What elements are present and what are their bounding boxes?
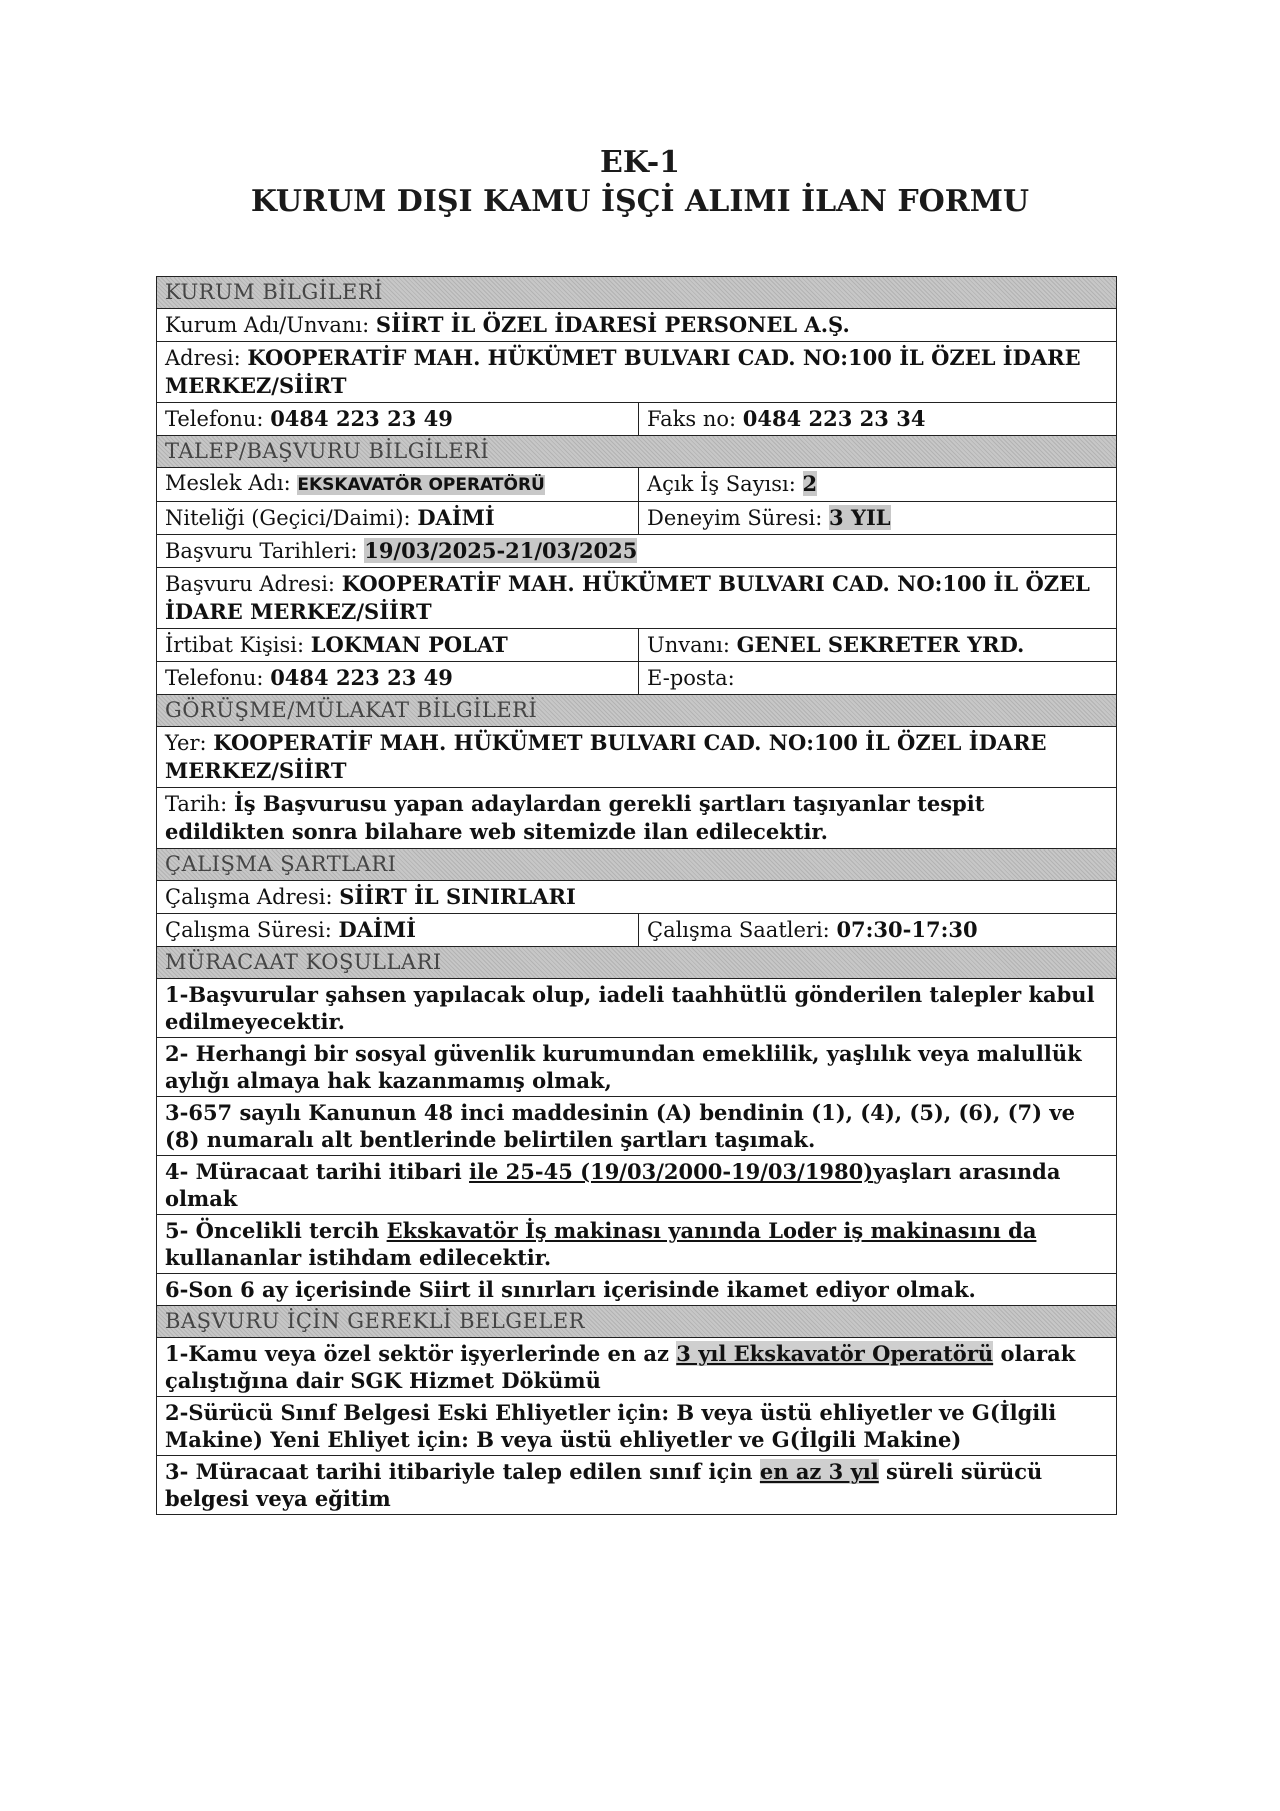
muracaat-item-3: 3-657 sayılı Kanunun 48 inci maddesinin (A) bendinin (1), (4), (5), (6), (7) ve (8) numaralı alt bentlerinde belirtilen şartları taşımak.: [157, 1097, 1117, 1156]
form-title: KURUM DIŞI KAMU İŞÇİ ALIMI İLAN FORMU: [250, 184, 1030, 219]
row-talep-tel: [157, 662, 1117, 695]
section-heading: ÇALIŞMA ŞARTLARI: [157, 849, 1117, 881]
list-item: [157, 979, 1117, 1038]
irtibat-value: LOKMAN POLAT: [310, 632, 508, 657]
kurum-adres-value: KOOPERATİF MAH. HÜKÜMET BULVARI CAD. NO:100 İL ÖZEL İDARE MERKEZ/SİİRT: [165, 345, 1081, 398]
calisma-saat-value: 07:30-17:30: [836, 917, 978, 942]
field-label: Kurum Adı/Unvanı:: [165, 313, 370, 337]
row-irtibat: [157, 629, 1117, 662]
field-label: Çalışma Adresi:: [165, 885, 333, 909]
section-kurum: [157, 277, 1117, 309]
list-item: [157, 1274, 1117, 1306]
field-label: Açık İş Sayısı:: [647, 472, 796, 496]
field-label: İrtibat Kişisi:: [165, 633, 305, 657]
field-label: Meslek Adı:: [165, 471, 291, 495]
field-label: Adresi:: [165, 346, 241, 370]
section-talep: [157, 436, 1117, 468]
talep-tel-value: 0484 223 23 49: [270, 665, 453, 690]
text-part: süreli sürücü belgesi veya eğitim: [165, 1459, 1043, 1511]
field-label: Çalışma Saatleri:: [647, 918, 830, 942]
field-label: Yer:: [165, 731, 207, 755]
gorusme-yer-value: KOOPERATİF MAH. HÜKÜMET BULVARI CAD. NO:100 İL ÖZEL İDARE MERKEZ/SİİRT: [165, 730, 1047, 783]
field-label: Unvanı:: [647, 633, 730, 657]
text-part: kullananlar istihdam edilecektir.: [165, 1245, 552, 1270]
belge-item-1: [157, 1338, 1117, 1397]
field-label: Başvuru Tarihleri:: [165, 539, 358, 563]
field-label: Başvuru Adresi:: [165, 572, 335, 596]
muracaat-item-2: 2- Herhangi bir sosyal güvenlik kurumundan emeklilik, yaşlılık veya malullük aylığı almaya hak kazanmamış olmak,: [157, 1038, 1117, 1097]
row-calisma-sure: [157, 914, 1117, 947]
muracaat-item-5: [157, 1215, 1117, 1274]
row-kurum-adi: [157, 309, 1117, 342]
calisma-sure-value: DAİMİ: [338, 917, 416, 942]
basvuru-adres-value: KOOPERATİF MAH. HÜKÜMET BULVARI CAD. NO:100 İL ÖZEL İDARE MERKEZ/SİİRT: [165, 571, 1090, 624]
section-heading: TALEP/BAŞVURU BİLGİLERİ: [157, 436, 1117, 468]
row-nitelik: [157, 502, 1117, 535]
muracaat-item-6: 6-Son 6 ay içerisinde Siirt il sınırları içerisinde ikamet ediyor olmak.: [157, 1274, 1117, 1306]
muracaat-item-4: [157, 1156, 1117, 1215]
section-muracaat: [157, 947, 1117, 979]
field-label: Niteliği (Geçici/Daimi):: [165, 506, 411, 530]
row-calisma-adres: [157, 881, 1117, 914]
text-part: olarak çalıştığına dair SGK Hizmet Dökümü: [165, 1341, 1076, 1393]
field-label: Deneyim Süresi:: [647, 506, 823, 530]
field-label: Telefonu:: [165, 666, 264, 690]
kurum-faks-value: 0484 223 23 34: [742, 406, 926, 431]
field-label: Faks no:: [647, 407, 737, 431]
section-gorusme: [157, 695, 1117, 727]
row-meslek: [157, 468, 1117, 502]
list-item: [157, 1156, 1117, 1215]
field-label: E-posta:: [647, 666, 735, 690]
section-heading: GÖRÜŞME/MÜLAKAT BİLGİLERİ: [157, 695, 1117, 727]
belge-item-3: [157, 1456, 1117, 1515]
text-part: 4- Müracaat tarihi itibari: [165, 1159, 470, 1184]
section-heading: BAŞVURU İÇİN GEREKLİ BELGELER: [157, 1306, 1117, 1338]
acik-is-value: 2: [802, 471, 818, 496]
basvuru-tarih-value: 19/03/2025-21/03/2025: [364, 538, 638, 563]
unvan-value: GENEL SEKRETER YRD.: [736, 632, 1025, 657]
deneyim-value: 3 YIL: [829, 505, 891, 530]
meslek-value: EKSKAVATÖR OPERATÖRÜ: [297, 475, 545, 495]
field-label: Tarih:: [165, 792, 228, 816]
list-item: [157, 1215, 1117, 1274]
list-item: [157, 1038, 1117, 1097]
section-heading: MÜRACAAT KOŞULLARI: [157, 947, 1117, 979]
row-kurum-tel: [157, 403, 1117, 436]
list-item: [157, 1097, 1117, 1156]
form-code: EK-1: [599, 145, 681, 180]
kurum-tel-value: 0484 223 23 49: [270, 406, 453, 431]
text-part: yaşları arasında olmak: [165, 1159, 1061, 1211]
row-basvuru-tarih: [157, 535, 1117, 568]
text-part: 5- Öncelikli tercih: [165, 1218, 387, 1243]
text-part: 3- Müracaat tarihi itibariyle talep edilen sınıf için: [165, 1459, 760, 1484]
underlined-text: 3 yıl Ekskavatör Operatörü: [676, 1341, 994, 1366]
section-belgeler: [157, 1306, 1117, 1338]
application-form-table: [156, 276, 1117, 1515]
row-kurum-adres: [157, 342, 1117, 403]
underlined-text: Ekskavatör İş makinası yanında Loder iş makinasını da: [386, 1218, 1037, 1243]
underlined-text: ile 25-45 (19/03/2000-19/03/1980): [469, 1159, 874, 1184]
section-calisma: [157, 849, 1117, 881]
row-gorusme-tarih: [157, 788, 1117, 849]
field-label: Telefonu:: [165, 407, 264, 431]
row-gorusme-yer: [157, 727, 1117, 788]
text-part: 1-Kamu veya özel sektör işyerlerinde en az: [165, 1341, 677, 1366]
kurum-adi-value: SİİRT İL ÖZEL İDARESİ PERSONEL A.Ş.: [375, 312, 850, 337]
field-label: Çalışma Süresi:: [165, 918, 332, 942]
row-basvuru-adres: [157, 568, 1117, 629]
nitelik-value: DAİMİ: [417, 505, 495, 530]
calisma-adres-value: SİİRT İL SINIRLARI: [339, 884, 576, 909]
belge-item-2: 2-Sürücü Sınıf Belgesi Eski Ehliyetler için: B veya üstü ehliyetler ve G(İlgili Makine) Yeni Ehliyet için: B veya üstü ehliyetler ve G(İlgili Makine): [157, 1397, 1117, 1456]
list-item: [157, 1397, 1117, 1456]
muracaat-item-1: 1-Başvurular şahsen yapılacak olup, iadeli taahhütlü gönderilen talepler kabul edilmeyecektir.: [157, 979, 1117, 1038]
underlined-text: en az 3 yıl: [759, 1459, 879, 1484]
section-heading: KURUM BİLGİLERİ: [157, 277, 1117, 309]
gorusme-tarih-value: İş Başvurusu yapan adaylardan gerekli şartları taşıyanlar tespit edildikten sonra bilahare web sitemizde ilan edilecektir.: [165, 791, 985, 844]
list-item: [157, 1338, 1117, 1397]
list-item: [157, 1456, 1117, 1515]
